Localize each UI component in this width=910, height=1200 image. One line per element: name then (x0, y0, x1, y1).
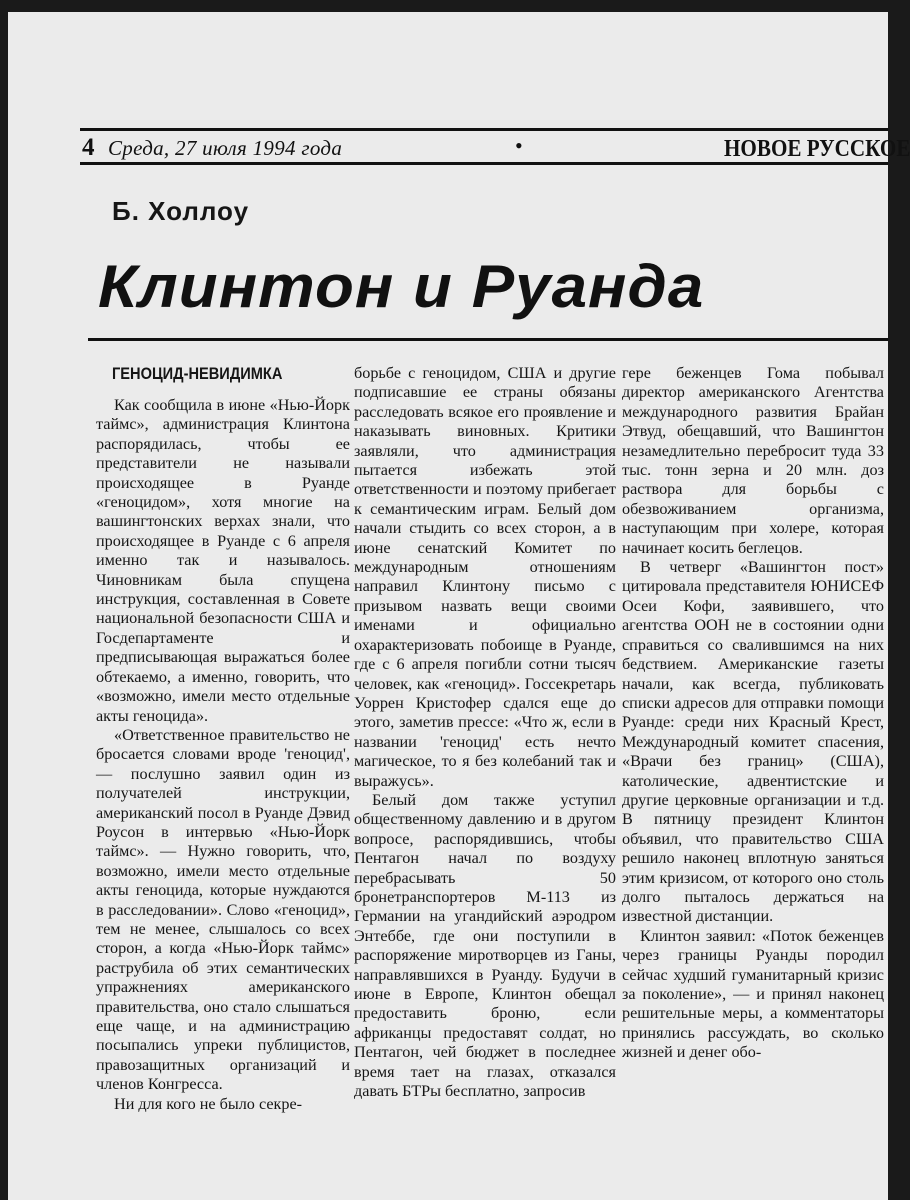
article-column-1 (96, 396, 350, 1114)
newspaper-page (8, 12, 910, 1200)
paragraph: Белый дом также уступил общественному давлению и в другом вопросе, распорядившись, чтобы Пентагон начал по воздуху перебрасывать 50 бронетранспортеров М-113 из Германии на угандийский аэродром Энтеббе, где они поступили в распоряжение миротворцев из Ганы, направлявшихся в Руанду. Будучи в июне в Европе, Клинтон обещал предоставить броню, если африканцы предоставят солдат, но Пентагон, чей бюджет в последнее время тает на глазах, отказался давать БТРы бесплатно, запросив (354, 790, 616, 1101)
article-title: Клинтон и Руанда (98, 253, 705, 320)
paragraph: «Ответственное правительство не бросается словами вроде 'геноцид', — послушно заявил один из получателей инструкции, американский посол в Руанде Дэвид Роусон в интервью «Нью-Йорк таймс». — Нужно говорить, что, возможно, имели место отдельные акты геноцида, которые нуждаются в расследовании». Слово «геноцид», тем не менее, слышалось со всех сторон, а когда «Нью-Йорк таймс» раструбила об этих семантических упражнениях американского правительства, оно стало слышаться еще чаще, и на администрацию посыпались упреки публицистов, правозащитных организаций и членов Конгресса. (96, 725, 350, 1094)
paragraph: В четверг «Вашингтон пост» цитировала представителя ЮНИСЕФ Осеи Кофи, заявившего, что агентства ООН не в состоянии одни справиться со свалившимся на них бедствием. Американские газеты начали, как всегда, публиковать списки адресов для отправки помощи Руанде: среди них Красный Крест, Международный комитет спасения, «Врачи без границ» (США), католические, адвентистские и другие церковные организации и т.д. В пятницу президент Клинтон объявил, что правительство США решило наконец вплотную заняться этим кризисом, от которого оно столь долго пыталось держаться на известной дистанции. (622, 558, 884, 926)
newspaper-name: НОВОЕ РУССКОЕ (724, 136, 910, 162)
article-column-2 (354, 364, 616, 1101)
paragraph: Клинтон заявил: «Поток беженцев через границы Руанды породил сейчас худший гуманитарный кризис за поколение», — и принял наконец решительные меры, а комментаторы принялись рассуждать, во сколько жизней и денег обо- (622, 926, 884, 1062)
issue-date: Среда, 27 июля 1994 года (108, 136, 343, 160)
article-author: Б. Холлоу (112, 196, 250, 226)
paragraph: гере беженцев Гома побывал директор американского Агентства международного развития Брайан Этвуд, обещавший, что Вашингтон незамедлительно перебросит туда 33 тыс. тонн зерна и 20 млн. доз раствора для борьбы с обезвоживанием организма, наступающим при холере, которая начинает косить беглецов. (622, 364, 884, 557)
paragraph: Как сообщила в июне «Нью-Йорк таймс», администрация Клинтона распорядилась, чтобы ее представители не называли происходящее в Руанде «геноцидом», хотя многие на вашингтонских верхах знали, что происходящее в Руанде с 6 апреля именно так и называлось. Чиновникам была спущена инструкция, составленная в Совете национальной безопасности США и Госдепартаменте и предписывающая выражаться более обтекаемо, а именно, говорить, что «возможно, имели место отдельные акты геноцида». (96, 396, 350, 725)
title-rule (88, 338, 888, 341)
page-number: 4 (82, 134, 95, 161)
header-top-rule (80, 128, 888, 131)
section-subhead: ГЕНОЦИД-НЕВИДИМКА (112, 364, 283, 383)
paragraph: борьбе с геноцидом, США и другие подписавшие ее страны обязаны расследовать всякое его проявление и наказывать виновных. Критики заявляли, что администрация пытается избежать этой ответственности и поэтому прибегает к семантическим играм. Белый дом начали стыдить со всех сторон, а в июне сенатский Комитет по международным отношениям направил Клинтону письмо с призывом назвать вещи своими именами и официально охарактеризовать побоище в Руанде, где с 6 апреля погибли сотни тысяч человек, как «геноцид». Госсекретарь Уоррен Кристофер сдался еще до этого, заметив прессе: «Что ж, если в названии 'геноцид' есть нечто магическое, то я без колебаний так и выражусь». (354, 364, 616, 790)
paragraph: Ни для кого не было секре- (114, 1094, 303, 1113)
header-bottom-rule (80, 162, 888, 165)
article-column-3 (622, 364, 884, 1063)
header-separator: • (515, 133, 523, 158)
